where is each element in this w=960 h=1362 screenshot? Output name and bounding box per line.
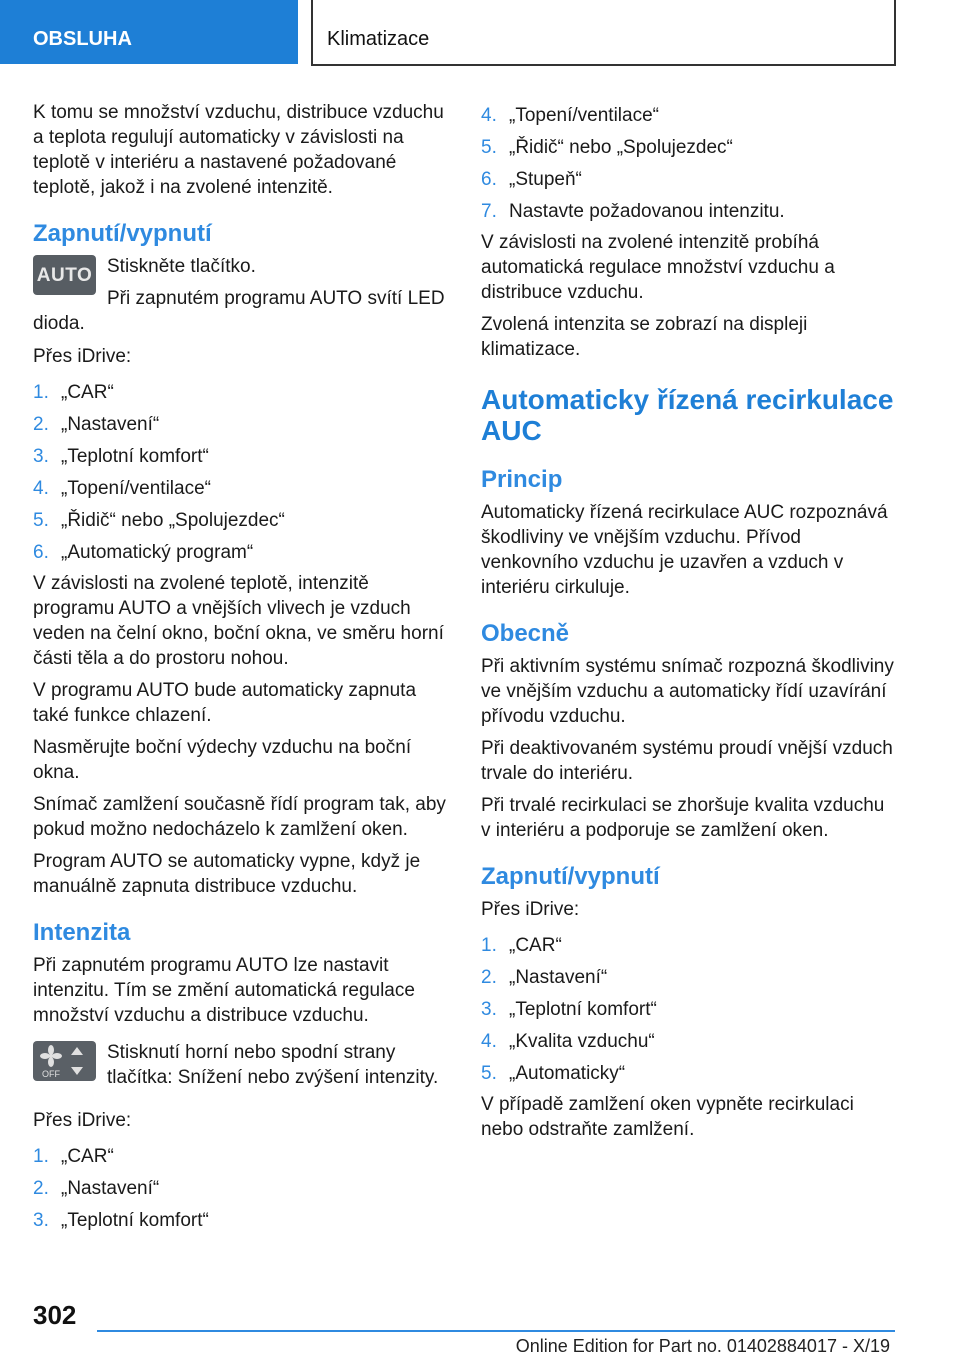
- paragraph: V závislosti na zvolené intenzitě probíhá automatická regulace množství vzduchu a distribuce vzduchu.: [481, 232, 835, 303]
- left-column: [33, 100, 447, 1239]
- section-tab: OBSLUHA: [0, 0, 298, 64]
- steps-list-intensity-cont: [481, 99, 895, 227]
- paragraph: V závislosti na zvolené teplotě, intenzitě programu AUTO a vnějších vlivech je vzduch veden na čelní okno, boční okna, ve směru horní části těla a do prostoru nohou.: [33, 573, 444, 669]
- heading-principle: Princip: [481, 466, 563, 493]
- auto-button-icon: AUTO: [33, 255, 96, 295]
- list-item: 1. „CAR“: [33, 381, 114, 403]
- edition-text: Online Edition for Part no. 01402884017 - X/19: [515, 1336, 890, 1356]
- list-item: 4. „Kvalita vzduchu“: [481, 1030, 655, 1052]
- led-text: Při zapnutém programu AUTO svítí LED dioda.: [33, 288, 445, 334]
- list-item: 5. „Řidič“ nebo „Spolujezdec“: [481, 136, 733, 158]
- heading-on-off: Zapnutí/vypnutí: [33, 220, 212, 247]
- list-item: 7. Nastavte požadovanou intenzitu.: [481, 200, 785, 222]
- paragraph: Při deaktivovaném systému proudí vnější vzduch trvale do interiéru.: [481, 738, 893, 784]
- page-number: 302: [33, 1300, 77, 1330]
- list-item: 2. „Nastavení“: [33, 413, 160, 435]
- page-header: [0, 0, 960, 66]
- list-item: 1. „CAR“: [481, 934, 562, 956]
- list-item: 6. „Automatický program“: [33, 541, 254, 563]
- steps-list-intensity: [33, 1140, 447, 1236]
- list-item: 3. „Teplotní komfort“: [33, 445, 209, 467]
- paragraph: Nasměrujte boční výdechy vzduchu na boční okna.: [33, 737, 412, 783]
- fan-button-text: Stisknutí horní nebo spodní strany tlačítka: Snížení nebo zvýšení intenzity.: [107, 1042, 439, 1088]
- heading-general: Obecně: [481, 620, 570, 647]
- paragraph: Při trvalé recirkulaci se zhoršuje kvalita vzduchu v interiéru a podporuje se zamlžení oken.: [481, 795, 885, 841]
- list-item: 5. „Automaticky“: [481, 1062, 626, 1084]
- heading-auc: Automaticky řízená recirkulace AUC: [481, 384, 894, 446]
- idrive-label: Přes iDrive:: [33, 346, 132, 367]
- heading-intensity: Intenzita: [33, 919, 131, 946]
- intro-paragraph: K tomu se množství vzduchu, distribuce vzduchu a teplota regulují automaticky v závislosti na teplotě v interiéru a nastavené požadované teplotě, jakož i na zvolené intenzitě.: [33, 102, 444, 198]
- list-item: 5. „Řidič“ nebo „Spolujezdec“: [33, 509, 285, 531]
- fan-button-block: [33, 1040, 447, 1100]
- svg-text:OFF: OFF: [42, 1069, 60, 1079]
- paragraph: Automaticky řízená recirkulace AUC rozpoznává škodliviny ve vnějším vzduchu. Přívod venkovního vzduchu je uzavřen a vzduch v interiéru cirkuluje.: [481, 502, 888, 598]
- list-item: 6. „Stupeň“: [481, 168, 582, 190]
- fan-icon: [33, 1041, 96, 1081]
- list-item: 2. „Nastavení“: [481, 966, 608, 988]
- fan-intensity-button-icon: [33, 1041, 96, 1081]
- list-item: 2. „Nastavení“: [33, 1177, 160, 1199]
- chapter-tab: Klimatizace: [311, 0, 896, 66]
- idrive-label: Přes iDrive:: [33, 1110, 132, 1131]
- paragraph: Při zapnutém programu AUTO lze nastavit intenzitu. Tím se změní automatická regulace množství vzduchu a distribuce vzduchu.: [33, 955, 415, 1026]
- press-button-text: Stiskněte tlačítko.: [107, 256, 256, 277]
- paragraph: Snímač zamlžení současně řídí program tak, aby pokud možno nedocházelo k zamlžení oken.: [33, 794, 446, 840]
- right-column: [481, 100, 895, 1149]
- paragraph: Program AUTO se automaticky vypne, když je manuálně zapnuta distribuce vzduchu.: [33, 851, 421, 897]
- steps-list-auc: [481, 929, 895, 1089]
- heading-on-off-auc: Zapnutí/vypnutí: [481, 863, 660, 890]
- paragraph: V programu AUTO bude automaticky zapnuta také funkce chlazení.: [33, 680, 417, 726]
- auto-button-block: [33, 254, 447, 336]
- steps-list-auto: [33, 376, 447, 568]
- paragraph: V případě zamlžení oken vypněte recirkulaci nebo odstraňte zamlžení.: [481, 1094, 854, 1140]
- list-item: 1. „CAR“: [33, 1145, 114, 1167]
- list-item: 4. „Topení/ventilace“: [33, 477, 211, 499]
- list-item: 4. „Topení/ventilace“: [481, 104, 659, 126]
- list-item: 3. „Teplotní komfort“: [33, 1209, 209, 1231]
- list-item: 3. „Teplotní komfort“: [481, 998, 657, 1020]
- paragraph: Zvolená intenzita se zobrazí na displeji klimatizace.: [481, 314, 808, 360]
- paragraph: Při aktivním systému snímač rozpozná škodliviny ve vnějším vzduchu a automaticky řídí uzavírání přívodu vzduchu.: [481, 656, 894, 727]
- footer-divider: [97, 1330, 895, 1332]
- idrive-label: Přes iDrive:: [481, 899, 580, 920]
